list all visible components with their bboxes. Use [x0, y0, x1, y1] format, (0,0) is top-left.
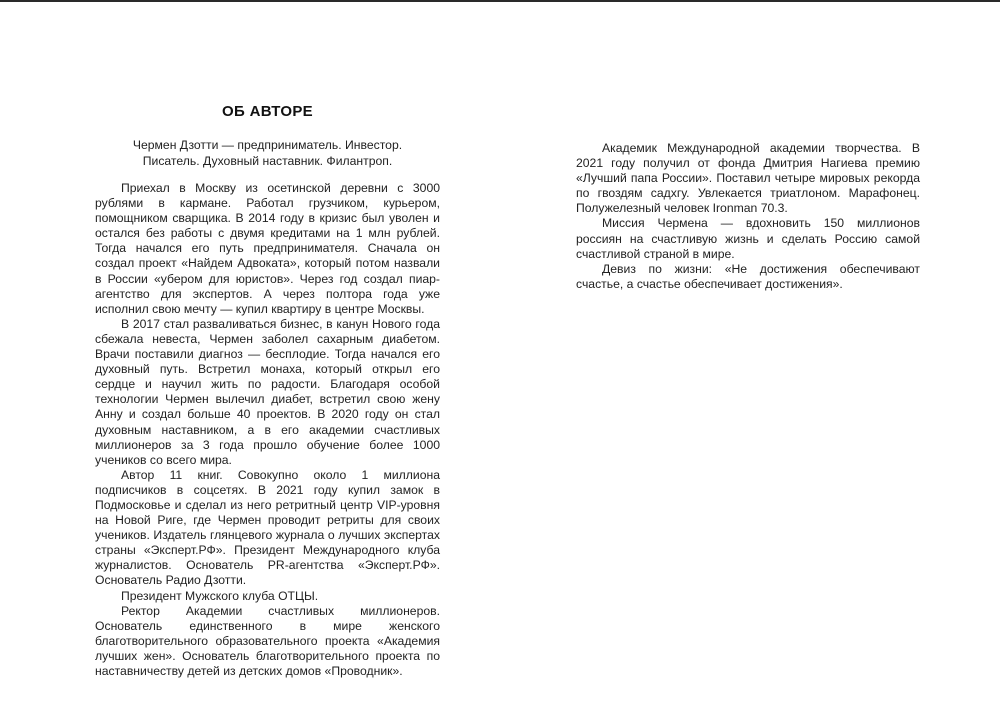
page-title: ОБ АВТОРЕ — [222, 103, 313, 120]
paragraph: Президент Мужского клуба ОТЦЫ. — [121, 588, 319, 603]
paragraph: Академик Международной академии творчества. В 2021 году получил от фонда Дмитрия Нагиева премию «Лучший папа России». Поставил четыре мировых рекорда по гвоздям садхгу. Увлекается триатлоном. Марафонец. Полужелезный человек Ironman 70.3. — [576, 141, 920, 216]
top-border-line — [0, 0, 1000, 2]
paragraph: Автор 11 книг. Совокупно около 1 миллиона подписчиков в соцсетях. В 2021 году купил замок в Подмосковье и сделал из него ретритный центр VIP-уровня на Новой Риге, где Чермен проводит ретриты для своих учеников. Издатель глянцевого журнала о лучших экспертах страны «Эксперт.РФ». Президент Международного клуба журналистов. Основатель PR-агентства «Эксперт.РФ». Основатель Радио Дзотти. — [95, 467, 440, 588]
right-text-column — [576, 141, 920, 292]
paragraph: Миссия Чермена — вдохновить 150 миллионов россиян на счастливую жизнь и сделать Россию самой счастливой страной в мире. — [576, 216, 920, 261]
left-text-column — [95, 181, 440, 679]
paragraph: Девиз по жизни: «Не достижения обеспечивают счастье, а счастье обеспечивает достижения». — [576, 261, 920, 291]
author-subtitle — [95, 137, 440, 169]
subtitle-line-1: Чермен Дзотти — предприниматель. Инвестор. — [132, 138, 403, 152]
paragraph: Ректор Академии счастливых миллионеров. Основатель единственного в мире женского благотворительного образовательного проекта «Академия лучших жен». Основатель благотворительного проекта по наставничеству детей из детских домов «Проводник». — [95, 603, 440, 678]
paragraph: Приехал в Москву из осетинской деревни с 3000 рублями в кармане. Работал грузчиком, курьером, помощником сварщика. В 2014 году в кризис был уволен и остался без работы с двумя кредитами на 1 млн рублей. Тогда начался его путь предпринимателя. Сначала он создал проект «Найдем Адвоката», который потом назвали в России «убером для юристов». Через год создал пиар-агентство для экспертов. А через полтора года уже исполнил свою мечту — купил квартиру в центре Москвы. — [95, 181, 440, 316]
subtitle-line-2: Писатель. Духовный наставник. Филантроп. — [142, 154, 393, 168]
paragraph: В 2017 стал разваливаться бизнес, в канун Нового года сбежала невеста, Чермен заболел сахарным диабетом. Врачи поставили диагноз — бесплодие. Тогда начался его духовный путь. Встретил монаха, который открыл его сердце и научил жить по радости. Благодаря особой технологии Чермен вылечил диабет, встретил свою жену Анну и создал больше 40 проектов. В 2020 году он стал духовным наставником, а в его академии счастливых миллионеров за 3 года прошло обучение более 1000 учеников со всего мира. — [95, 316, 440, 467]
